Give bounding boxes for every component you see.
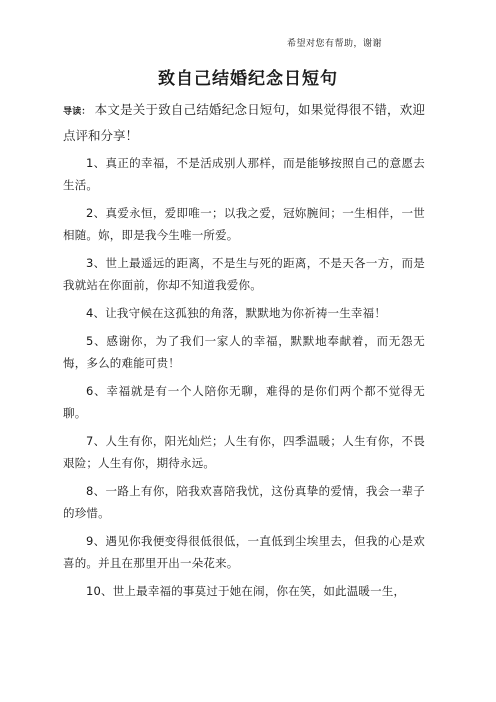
intro-text: 本文是关于致自己结婚纪念日短句，如果觉得很不错，欢迎点评和分享！ [63, 102, 425, 143]
paragraph-3: 3、世上最遥远的距离，不是生与死的距离，不是天各一方，而是我就站在你面前，你却不知道我爱你。 [63, 256, 425, 292]
paragraph-5: 5、感谢你，为了我们一家人的幸福，默默地奉献着，而无怨无悔，多么的难能可贵！ [63, 334, 425, 370]
paragraph-10: 10、世上最幸福的事莫过于她在闹，你在笑，如此温暖一生， [86, 584, 406, 598]
paragraph-2: 2、真爱永恒，爱即唯一；以我之爱，冠妳腕间；一生相伴，一世相随。妳，即是我今生唯一所爱。 [63, 206, 425, 242]
paragraph-7: 7、人生有你，阳光灿烂；人生有你，四季温暖；人生有你，不畏艰险；人生有你，期待永远。 [63, 434, 425, 470]
paragraph-4: 4、让我守候在这孤独的角落，默默地为你祈祷一生幸福！ [86, 306, 387, 320]
paragraph-6: 6、幸福就是有一个人陪你无聊，难得的是你们两个都不觉得无聊。 [63, 384, 425, 420]
intro-label: 导读： [63, 107, 91, 117]
paragraph-8: 8、一路上有你，陪我欢喜陪我忧，这份真挚的爱情，我会一辈子的珍惜。 [63, 484, 425, 520]
header-note: 希望对您有帮助，谢谢 [286, 39, 382, 49]
document-title: 致自己结婚纪念日短句 [158, 69, 338, 89]
document-body [63, 98, 425, 608]
paragraph-9: 9、遇见你我便变得很低很低，一直低到尘埃里去，但我的心是欢喜的。并且在那里开出一朵花来。 [63, 534, 425, 570]
paragraph-1: 1、真正的幸福，不是活成别人那样，而是能够按照自己的意愿去生活。 [63, 156, 425, 192]
intro-paragraph [63, 98, 425, 148]
